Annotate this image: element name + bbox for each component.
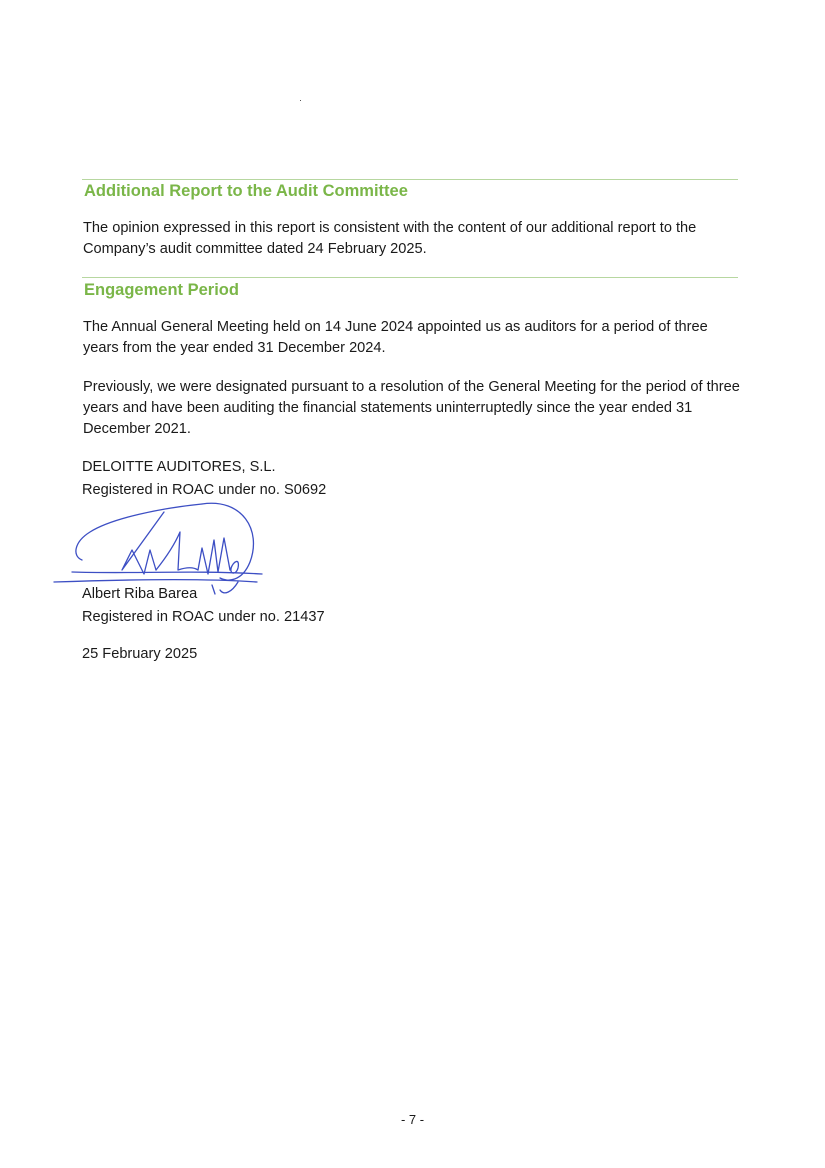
signatory-name: Albert Riba Barea <box>82 586 198 602</box>
page-number: - 7 - <box>400 1112 425 1127</box>
firm-name: DELOITTE AUDITORES, S.L. <box>82 459 276 475</box>
signatory-registration: Registered in ROAC under no. 21437 <box>82 609 325 625</box>
report-date: 25 February 2025 <box>82 646 198 662</box>
section-divider <box>82 277 738 278</box>
engagement-paragraph-1: The Annual General Meeting held on 14 June 2024 appointed us as auditors for a period of three years from the year ended 31 December 2024. <box>83 319 708 356</box>
scan-speck <box>300 100 301 101</box>
section-divider <box>82 179 738 180</box>
section-heading-audit-committee: Additional Report to the Audit Committee <box>84 182 408 200</box>
firm-registration: Registered in ROAC under no. S0692 <box>82 482 327 498</box>
engagement-paragraph-2: Previously, we were designated pursuant to a resolution of the General Meeting for the period of three years and have been auditing the financial statements uninterruptedly since the year ended 31 December 2021. <box>83 379 740 437</box>
section-heading-engagement-period: Engagement Period <box>84 281 239 299</box>
audit-committee-paragraph: The opinion expressed in this report is consistent with the content of our additional report to the Company’s audit committee dated 24 February 2025. <box>83 220 697 257</box>
